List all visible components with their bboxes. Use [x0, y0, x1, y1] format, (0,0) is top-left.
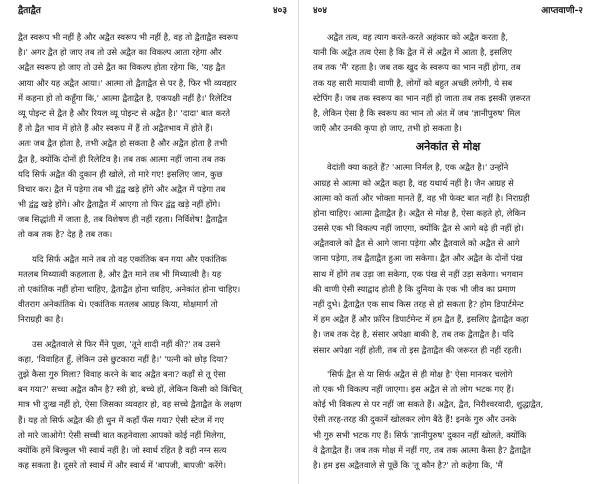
text-line: बन गया?' सच्चा अद्वैत कौन है? स्त्री हो, बच्चे हों, लेकिन किसी को किंचित् [18, 384, 242, 395]
text-line: उस अद्वैतवाले से फिर मैंने पूछा, 'तूने शादी नहीं की?' तब उसने [32, 338, 221, 349]
paragraph-gap [18, 328, 287, 337]
text-line: तक यह सारी मायावी वाणी है, लोगों को बहुत अच्छी लगेगी, ये सब [313, 77, 513, 88]
text-line: अद्वैत स्वरूप हो जाए तो उसे द्वैत का विकल्प होता रहेगा कि, 'यह द्वैत [18, 62, 226, 73]
text-line: अद्वैतवाले को द्वैत से आगे जाना पड़ेगा और द्वैतवाले को अद्वैत से आगे [313, 238, 520, 249]
text-line: में कहना हो तो कहूँगा कि,' आत्मा द्वैताद्वैत है, एकपक्षी नहीं है।' रिलेटिव [18, 92, 232, 103]
left-page-header [18, 4, 287, 18]
text-line: हैं। यह तो सिर्फ अद्वैत की ही धुन में कहाँ फँस गया? ऐसी स्टेज में गए [18, 414, 225, 425]
left-page-body [18, 30, 287, 473]
text-line: यानी कि अद्वैत तत्व ऐसा है कि द्वैत में से अद्वैत में आता है, इसलिए [313, 47, 512, 58]
text-line: स्टेपिंग हैं। जब तक स्वरूप का भान नहीं हो जाता तब तक इसकी ज़रूरत [313, 92, 531, 103]
text-line: द्वैत स्वरूप भी नहीं है और अद्वैत स्वरूप भी नहीं है, वह तो द्वैताद्वैत स्वरूप [18, 32, 238, 42]
text-line: तो मारे जाओगे! ऐसी सच्ची बात कहनेवाला आपको कोई नहीं मिलेगा, [18, 429, 227, 440]
text-line: नहीं दुभे। द्वैताद्वैत एक साथ किस तरह से हो सकता है? होम डिपार्टमेन्ट [313, 299, 524, 309]
paragraph-gap [18, 243, 287, 252]
text-line: कह सकता है। दूसरे तो स्वार्थ में और स्वार्थ में 'बापजी, बापजी' करेंगे। [18, 460, 227, 471]
text-line: जाना पड़ेगा, तब द्वैताद्वैत हुआ जा सकेगा। द्वैत और अद्वैत के दोनों पंख [313, 253, 523, 264]
paragraph-gap [313, 358, 583, 367]
text-line: जब सिद्धांती में जाता है, तब विशेषण ही नहीं रहता। निर्विशेष! द्वैताद्वैत [18, 214, 228, 225]
text-line: कहा, 'विवाहित हूँ, लेकिन उसे छुटकारा नहीं है।' 'पत्नी को छोड़ दिया? [18, 353, 228, 364]
text-line: है। जब तक देह है, संसार अपेक्षा बाकी है, तब तक द्वैताद्वैत है। यदि [313, 329, 514, 340]
text-line: यदि सिर्फ अद्वैत की दुकान ही खोले, तो मारे गए! इसलिए जान, कुछ [18, 168, 223, 179]
right-page-body-bottom [313, 160, 583, 473]
text-line: निराग्रही का है। [18, 314, 64, 325]
paragraph [18, 337, 287, 474]
text-line: भी गुरु सभी भटक गए हैं। सिर्फ 'ज्ञानीपुरुष' दुकान नहीं खोलते, क्योंकि [313, 429, 527, 440]
text-line: तुझे कैसा गुरु मिला? विवाह करने के बाद अद्वैत बना? कहाँ से तू ऐसा [18, 368, 226, 379]
text-line: अतः जब द्वैत होता है, तभी अद्वैत हो सकता है और अद्वैत होता है तभी [18, 138, 228, 149]
text-line: होना चाहिए। आत्मा द्वैताद्वैत है। अद्वैत से मोक्ष है, ऐसा कहते हो, लेकिन [313, 207, 526, 218]
text-line: तब तक 'मैं' रहता है। जब तक खुद के स्वरूप का भान नहीं होगा, तब [313, 62, 521, 73]
text-line: मात्र भी दुःख नहीं हो, ऐसा जिसका व्यवहार हो, वह सच्चे द्वैताद्वैत के लक्षण [18, 399, 242, 410]
section-heading: अनेकांत से मोक्ष [415, 140, 481, 154]
text-line: आग्रह से आत्मा को अद्वैत कहा है, वह यथार्थ नहीं है। जैन आग्रह से [313, 177, 514, 188]
page-number: ४०३ [272, 6, 287, 16]
paragraph [18, 30, 287, 243]
text-line: यदि सिर्फ अद्वैत माने तब तो वह एकांतिक बन गया और एकांतिक [32, 253, 227, 264]
text-line: ऐसी तरह-तरह की दुकानें खोलकर लोग बैठे हैं! इनके गुरु और उनके [313, 414, 517, 425]
paragraph [313, 367, 583, 473]
text-line: की वाणी ऐसी स्याद्वाद होती है कि दुनिया के एक भी जीव का प्रमाण [313, 283, 516, 294]
right-page [299, 0, 599, 484]
text-line: है, लेकिन ऐसा है कि स्वरूप का भान तो अंत में जब 'ज्ञानीपुरुष' मिल [313, 107, 521, 118]
text-line: तो एकांतिक नहीं होना चाहिए, द्वैताद्वैत होना चाहिए, अनेकांत होना चाहिए। [18, 284, 241, 294]
paragraph [313, 160, 583, 357]
text-line: है। हम इस अद्वैतवाले से पूछें कि 'तू कौन है?' तो कहेगा कि, 'मैं [313, 459, 503, 470]
text-line: द्वैत है, क्योंकि दोनों ही रिलेटिव है। तब तक आत्मा नहीं जाना तब तक [18, 153, 226, 164]
text-line: मतलब मिथ्यात्वी कहलाता है, और द्वैत माने तब भी मिथ्यात्वी है। यह [18, 268, 222, 279]
text-line: कोई भी विकल्प से पर नहीं जा सकते हैं। अद्वैत, द्वैत, निरीश्वरवादी, शुद्धाद्वैत, [313, 399, 544, 410]
text-line: तो एक भी विकल्प नहीं जाएगा। इस अद्वैत से तो लोग भटक गए हैं। [313, 383, 515, 394]
page-number: ४०४ [313, 6, 328, 16]
text-line: है।' अगर द्वैत हो जाए तब तो उसे अद्वैत का विकल्प आता रहेगा और [18, 47, 222, 58]
text-line: वीतराग अनेकांतिक थे। एकांतिक मतलब आग्रह किया, मोक्षमार्ग तो [18, 299, 218, 310]
text-line: साथ में होंगे तब उड़ा जा सकेगा, एक पंख से नहीं उड़ा सकेगा। भगवान [313, 268, 524, 279]
text-line: क्योंकि हमें बिल्कुल भी स्वार्थ नहीं है। जो स्वार्थ रहित है वही नग्न सत्य [18, 444, 227, 455]
text-line: अद्वैत तत्व, वह त्याग करते-करते अहंकार को अद्वैत करता है, [327, 32, 508, 42]
right-page-body-top [313, 30, 583, 136]
right-page-header [313, 4, 583, 18]
text-line: हैं तो द्वैत भाव में होते हैं और स्वरूप में हैं तो अद्वैतभाव में होते हैं। [18, 123, 213, 134]
text-line: में हम अद्वैत हैं और फ़ॉरेन डिपार्टमेन्ट में हम द्वैत हैं, इसलिए द्वैताद्वैत कहा [313, 314, 529, 325]
paragraph [18, 252, 287, 328]
text-line: आत्मा को कर्ता और भोक्ता मानते हैं, वह भी फेक्ट बात नहीं है। निराग्रही [313, 192, 530, 203]
text-line: वेदांती क्या कहते हैं? 'आत्मा निर्मल है, एक अद्वैत है।' उन्होंने [327, 162, 509, 173]
running-title: द्वैताद्वैत [18, 6, 41, 16]
text-line: संसार अपेक्षा नहीं होती, तब तो इस द्वैताद्वैत की जरूरत ही नहीं रहती। [313, 344, 522, 355]
text-line: जाएँ और उनकी कृपा हो जाए, तभी हो सकता है। [313, 123, 462, 134]
text-line: वे द्वैताद्वैत हैं। जब तक मोक्ष में नहीं गए, तब तक आत्मा कैसा है? द्वैताद्वैत [313, 444, 531, 455]
text-line: तो कब तक है? देह है तब तक। [18, 229, 113, 240]
text-line: 'सिर्फ द्वैत से या सिर्फ अद्वैत से ही मोक्ष है' ऐसा मानकर चलोगे [327, 368, 513, 379]
left-page [0, 0, 299, 484]
text-line: व्यू पोइन्ट से द्वैत है और रियल व्यू पोइन्ट से अद्वैत है।' 'दादा' बात करते [18, 107, 231, 118]
text-line: आया और यह अद्वैत आया।' आत्मा तो द्वैताद्वैत से पर है, फिर भी व्यवहार [18, 77, 237, 88]
paragraph [313, 30, 583, 136]
text-line: विचार कर। द्वैत में पड़ेगा तब भी द्वंद्व खड़े होंगे और अद्वैत में पड़ेगा तब [18, 183, 226, 194]
text-line: उससे एक भी विकल्प नहीं जाएगा, क्योंकि द्वैत से आगे बढ़े ही नहीं हो। [313, 223, 524, 234]
running-title: आप्तवाणी-२ [541, 6, 583, 16]
text-line: भी द्वंद्व खड़े होंगे। और द्वैताद्वैत में आएगा तो फिर द्वंद्व खड़े नहीं होंगे। [18, 199, 221, 210]
